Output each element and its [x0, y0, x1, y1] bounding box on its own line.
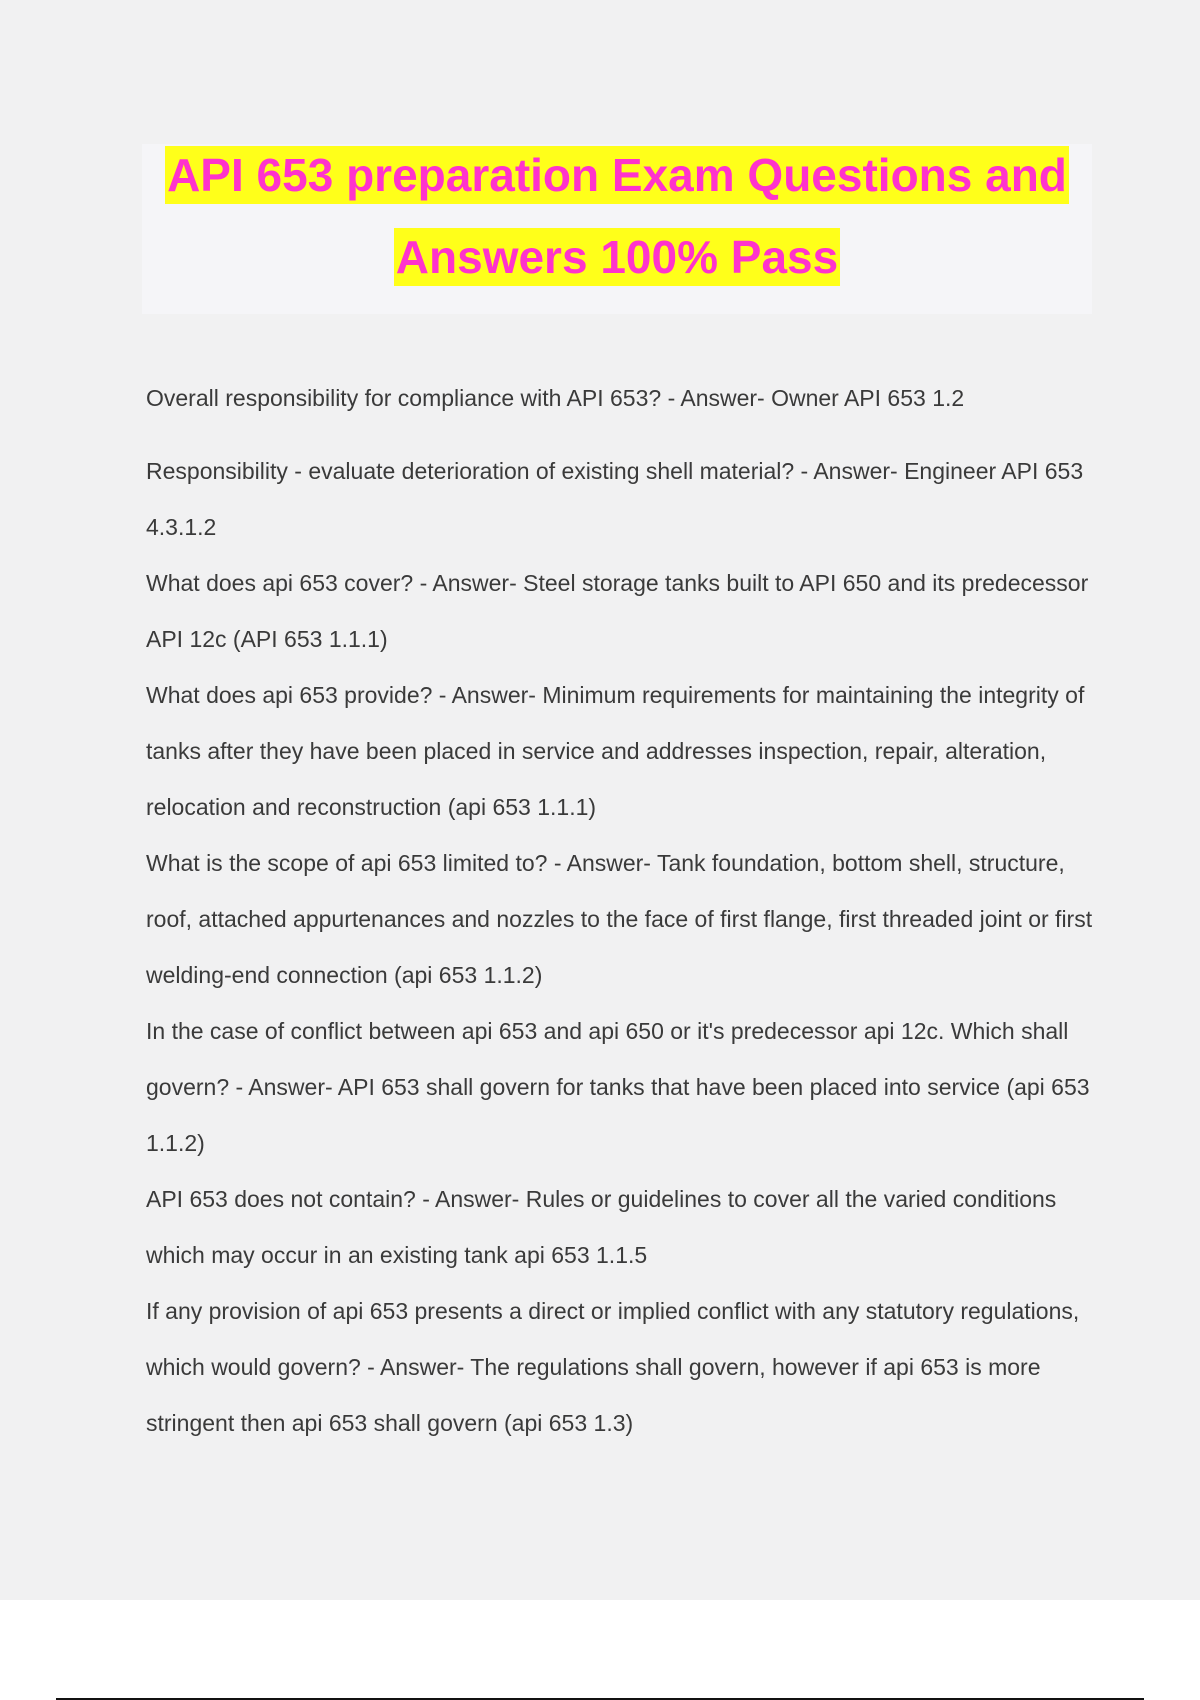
qa-item-not-contain: API 653 does not contain? - Answer- Rules or guidelines to cover all the varied conditions which may occur in an existing tank api 653 1.1.5 [146, 1186, 1057, 1268]
qa-item-owner-responsibility: Overall responsibility for compliance with API 653? - Answer- Owner API 653 1.2 [146, 385, 965, 411]
qa-list [146, 370, 1096, 1451]
page-title-line-2: Answers 100% Pass [394, 228, 840, 286]
qa-item-coverage: What does api 653 cover? - Answer- Steel storage tanks built to API 650 and its predecessor API 12c (API 653 1.1.1) [146, 570, 1089, 652]
title-block [142, 144, 1092, 314]
qa-item-shell-deterioration: Responsibility - evaluate deterioration of existing shell material? - Answer- Engineer API 653 4.3.1.2 [146, 458, 1084, 540]
qa-item-conflict-650: In the case of conflict between api 653 and api 650 or it's predecessor api 12c. Which shall govern? - Answer- API 653 shall govern for tanks that have been placed into service (api 653 1.1.2) [146, 1018, 1090, 1156]
qa-item-scope: What is the scope of api 653 limited to? - Answer- Tank foundation, bottom shell, structure, roof, attached appurtenances and nozzles to the face of first flange, first threaded joint or first welding-end connection (api 653 1.1.2) [146, 850, 1093, 988]
qa-item-provides: What does api 653 provide? - Answer- Minimum requirements for maintaining the integrity of tanks after they have been placed in service and addresses inspection, repair, alteration, relocation and reconstruction (api 653 1.1.1) [146, 682, 1085, 820]
page-title-line-1: API 653 preparation Exam Questions and [165, 146, 1069, 204]
qa-item-statutory-conflict: If any provision of api 653 presents a direct or implied conflict with any statutory regulations, which would govern? - Answer- The regulations shall govern, however if api 653 is more stringent then api 653 shall govern (api 653 1.3) [146, 1298, 1080, 1436]
